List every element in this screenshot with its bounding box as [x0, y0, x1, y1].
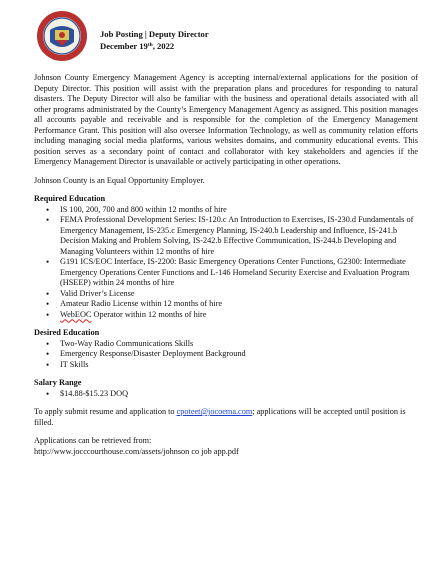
- list-item: • G191 ICS/EOC Interface, IS-2200: Basic Emergency Operations Center Functions, G2300: Intermediate Emergency Operations Center Functions and L-146 Homeland Security Exercise and Evaluation Program (HSEEP) within 24 months of hire: [34, 257, 418, 289]
- eoe-statement: Johnson County is an Equal Opportunity Employer.: [34, 175, 205, 185]
- desired-education-list: [34, 339, 418, 371]
- apply-instructions: To apply submit resume and application to cpoteet@jocoema.com; applications will be accepted until position is filled.: [34, 407, 406, 427]
- salary-range-list: [34, 389, 418, 400]
- list-item: • Two-Way Radio Communications Skills: [34, 339, 418, 350]
- list-item: • Valid Driver’s License: [34, 289, 418, 300]
- list-item: • Emergency Response/Disaster Deployment Background: [34, 349, 418, 360]
- list-item: • IS 100, 200, 700 and 800 within 12 months of hire: [34, 205, 418, 216]
- posting-header: [100, 29, 209, 52]
- posting-body: [34, 73, 418, 457]
- required-education-heading: Required Education: [34, 194, 106, 203]
- posting-date: December 19th, 2022: [100, 41, 175, 51]
- posting-title: Job Posting | Deputy Director: [100, 29, 209, 39]
- county-seal-logo: [36, 10, 88, 62]
- list-item: • IT Skills: [34, 360, 418, 371]
- required-education-list: [34, 205, 418, 321]
- list-item: • Amateur Radio License within 12 months of hire: [34, 299, 418, 310]
- retrieve-text: Applications can be retrieved from:: [34, 436, 152, 445]
- webeoc-word: WebEOC: [60, 309, 92, 319]
- intro-paragraph: Johnson County Emergency Management Agency is accepting internal/external applications for the position of Deputy Director. This position will assist with the preparation plans and procedures for responding to natural disasters. The Deputy Director will also be familiar with the business and operational details associated with all other programs administrated by the County’s Emergency Management Agency as assigned. This position manages all accounts payable and receivable and is responsible for the completion of the Emergency Management Performance Grant. This position will also oversee Information Technology, as well as community relation efforts including managing social media platforms, various websites domains, and community educational events. This position serves as a secondary point of contact and collaborator with key stakeholders and agencies if the Emergency Management Director is unavailable or actively participating in other operations.: [34, 73, 418, 166]
- application-url: http://www.jocccourthouse.com/assets/johnson co job app.pdf: [34, 446, 239, 456]
- email-link[interactable]: cpoteet@jocoema.com: [176, 407, 253, 416]
- salary-range-heading: Salary Range: [34, 378, 82, 387]
- list-item: • FEMA Professional Development Series: IS-120.c An Introduction to Exercises, IS-230.d Fundamentals of Emergency Management, IS-235.c Emergency Planning, IS-240.b Leadership and Influence, IS-241.b Decision Making and Problem Solving, IS-242.b Effective Communication, IS-244.b Developing and Managing Volunteers within 12 months of hire: [34, 215, 418, 257]
- desired-education-heading: Desired Education: [34, 328, 100, 337]
- list-item: • $14.88-$15.23 DOQ: [34, 389, 418, 400]
- list-item: • WebEOC Operator within 12 months of hire: [34, 310, 418, 321]
